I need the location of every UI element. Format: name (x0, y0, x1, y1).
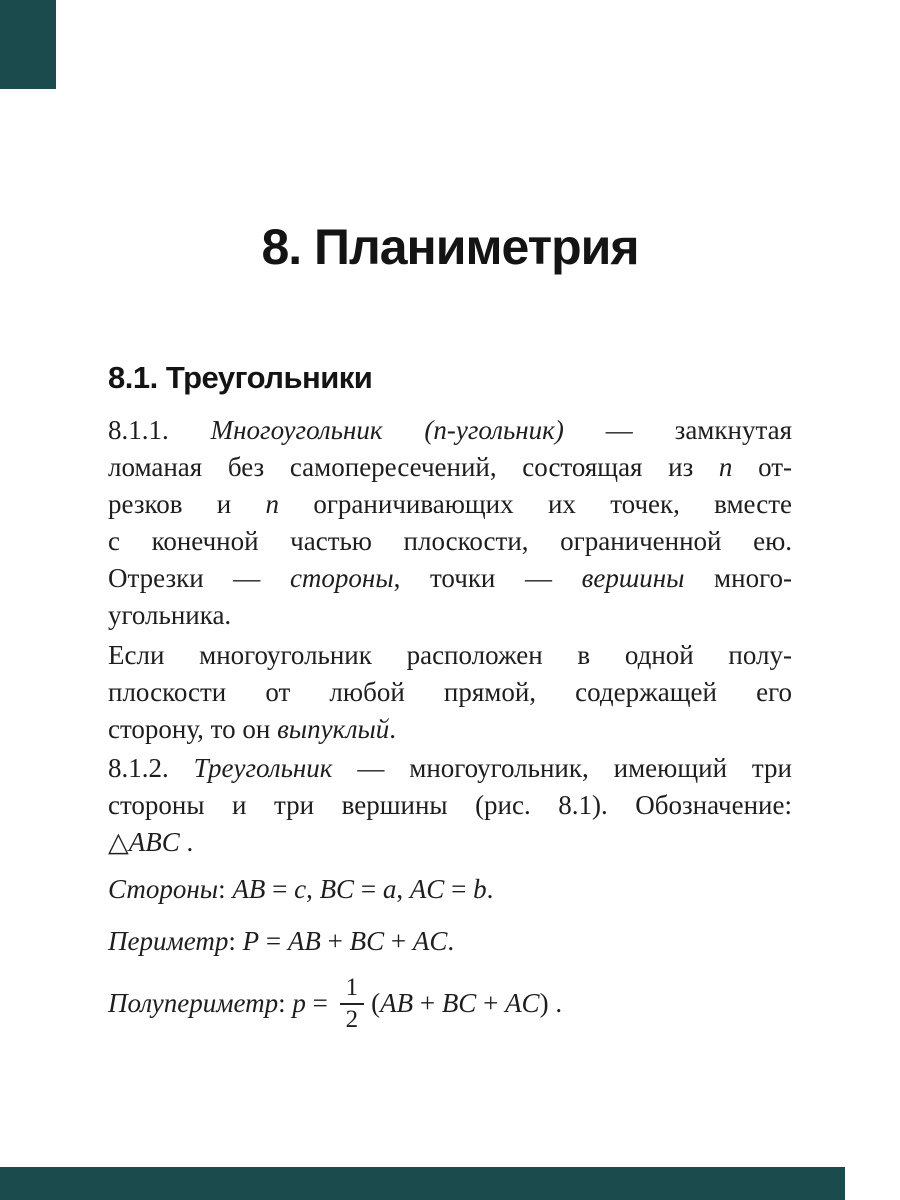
text-run: BC (319, 874, 355, 904)
text-run: n (718, 452, 733, 482)
text-run: выпуклый (277, 714, 390, 744)
text-run: сторону, то он (108, 714, 278, 744)
text-line (108, 871, 792, 908)
text-line (108, 486, 792, 523)
text-run: △ (108, 827, 129, 857)
text-run: + (320, 926, 350, 956)
text-run: — многоугольник, имеющий три (332, 753, 792, 783)
text-run: Периметр (108, 926, 229, 956)
text-run: . (179, 827, 194, 857)
text-run: + (384, 926, 413, 956)
text-line (108, 523, 792, 560)
text-run: ограничивающих их точек, вместе (279, 489, 792, 519)
text-run: много- (684, 563, 792, 593)
text-run: Стороны (108, 874, 219, 904)
text-line (108, 750, 792, 787)
para-8-1-2 (108, 750, 792, 861)
text-run: = (265, 874, 295, 904)
backdrop-corner-top-left (0, 0, 56, 89)
text-run: b (473, 874, 487, 904)
text-run: , (306, 874, 320, 904)
text-run: ABC (128, 827, 180, 857)
text-run: = (305, 988, 335, 1019)
text-run: . (389, 714, 397, 744)
text-run: + (476, 988, 506, 1019)
text-line (108, 787, 792, 824)
text-run: P (242, 926, 260, 956)
text-line (108, 974, 792, 1038)
text-run: вершины (581, 563, 685, 593)
text-run: стороны (289, 563, 394, 593)
text-run: угольника. (108, 600, 232, 630)
backdrop-bottom-bar (0, 1167, 845, 1200)
text-run: : (278, 988, 293, 1019)
text-run: = (354, 874, 383, 904)
text-run: стороны и три вершины (рис. 8.1). Обозначение: (108, 790, 792, 820)
text-run: резков и (108, 489, 266, 519)
para-perimeter (108, 923, 792, 960)
text-line (108, 637, 792, 674)
text-run: 8.1.1. (108, 415, 211, 445)
chapter-title: 8. Планиметрия (261, 218, 639, 275)
text-run: : (228, 926, 243, 956)
text-run: c (294, 874, 307, 904)
text-run: AB (287, 926, 321, 956)
text-run: Полупериметр (108, 988, 279, 1019)
text-run: AB (380, 988, 414, 1019)
text-run: от- (732, 452, 792, 482)
text-line (108, 597, 792, 634)
text-run: = (444, 874, 474, 904)
text-line (108, 560, 792, 597)
para-8-1-1 (108, 412, 792, 634)
text-run: Отрезки — (108, 563, 290, 593)
text-run: AC (412, 926, 448, 956)
text-line (108, 674, 792, 711)
text-run: , (396, 874, 410, 904)
text-run: ) . (539, 988, 563, 1019)
text-run: p (292, 988, 306, 1019)
text-run: + (413, 988, 442, 1019)
text-run: n (265, 489, 280, 519)
text-run: a (382, 874, 397, 904)
text-line (108, 412, 792, 449)
text-run: BC (441, 988, 477, 1019)
text-run: = (259, 926, 288, 956)
text-line (108, 824, 792, 861)
para-semiperimeter (108, 974, 792, 1038)
para-convex (108, 637, 792, 748)
text-run: . (486, 874, 494, 904)
text-run: с конечной частью плоскости, ограниченной ею. (108, 526, 792, 556)
section-title: 8.1. Треугольники (108, 359, 373, 395)
text-run: — замкнутая (563, 415, 792, 445)
text-run: 8.1.2. (108, 753, 194, 783)
para-sides (108, 871, 792, 908)
text-run: Треугольник (193, 753, 333, 783)
text-run: AB (232, 874, 266, 904)
text-line (108, 449, 792, 486)
text-run: BC (349, 926, 385, 956)
text-line (108, 711, 792, 748)
text-run: Если многоугольник расположен в одной полу- (108, 640, 792, 670)
text-run: . (447, 926, 455, 956)
text-run: , точки — (393, 563, 582, 593)
text-run: : (218, 874, 233, 904)
text-run: AC (505, 988, 540, 1019)
text-run: ( (371, 988, 381, 1019)
fraction: $\frac{1}{2}$ (340, 974, 365, 1034)
text-run: ломаная без самопересечений, состоящая из (108, 452, 719, 482)
content (108, 412, 792, 1038)
text-line (108, 923, 792, 960)
text-run: плоскости от любой прямой, содержащей его (108, 677, 792, 707)
text-run: Многоугольник (n-угольник) (210, 415, 564, 445)
text-run: AC (409, 874, 445, 904)
